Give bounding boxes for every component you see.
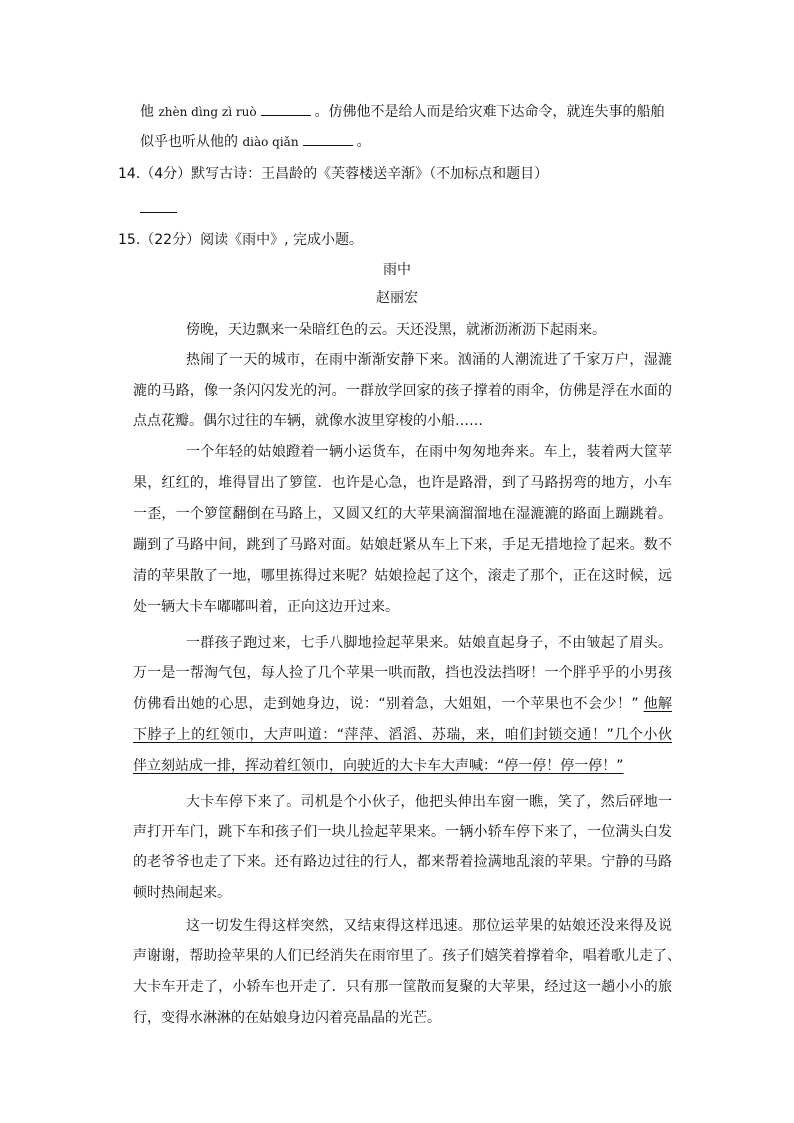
- paragraph-1: 傍晚，天边飘来一朵暗红色的云。天还没黑，就淅沥淅沥下起雨来。: [186, 322, 606, 338]
- paragraph-3-line: 一个年轻的姑娘蹬着一辆小运货车，在雨中匆匆地奔来。车上，装着两大筐苹: [186, 444, 672, 460]
- q13-line-2: [140, 133, 371, 151]
- paragraph-5-line: 顿时热闹起来。: [133, 885, 231, 901]
- paragraph-6-line: 大卡车开走了，小轿车也开走了．只有那一筐散而复聚的大苹果，经过这一趟小小的旅: [133, 979, 672, 995]
- text: 似乎也听从他的: [140, 134, 243, 150]
- paragraph-2-line: 热闹了一天的城市，在雨中渐渐安静下来。汹涌的人潮流进了千家万户，湿漉: [186, 352, 672, 368]
- paragraph-5-line: 的老爷爷也走了下来。还有路边过往的行人，都来帮着捡满地乱滚的苹果。宁静的马路: [133, 854, 672, 870]
- paragraph-2-line: 点点花瓣。偶尔过往的车辆，就像水波里穿梭的小船……: [133, 413, 483, 429]
- paragraph-4-underlined-line: 下脖子上的红领巾，大声叫道：“萍萍、滔滔、苏瑞，来，咱们封锁交通！”几个小伙: [133, 727, 672, 743]
- underlined-text: 他解: [643, 696, 672, 712]
- paragraph-4-line: 一群孩子跑过来，七手八脚地捡起苹果来。姑娘直起身子，不由皱起了眉头。: [186, 635, 672, 651]
- paragraph-5-line: 声打开车门，跳下车和孩子们一块儿捡起苹果来。一辆小轿车停下来了，一位满头白发: [133, 824, 672, 840]
- paragraph-6-line: 这一切发生得这样突然，又结束得这样迅速。那位运苹果的姑娘还没来得及说: [186, 918, 672, 934]
- text: 仿佛看出她的心思，走到她身边，说：“别着急，大姐姐，一个苹果也不会少！”: [133, 696, 639, 712]
- paragraph-3-line: 处一辆大卡车嘟嘟叫着，正向这边开过来。: [133, 599, 399, 615]
- text: 他: [140, 104, 159, 120]
- pinyin: diào qiǎn: [242, 135, 299, 149]
- answer-blank[interactable]: [303, 133, 353, 146]
- text: 。仿佛他不是给人而是给灾难下达命令，就连失事的船舶: [314, 104, 665, 120]
- paragraph-3-line: 清的苹果散了一地，哪里拣得过来呢？姑娘捡起了这个，滚走了那个，正在这时候，远: [133, 568, 672, 584]
- paragraph-4-line: 万一是一帮淘气包，每人捡了几个苹果一哄而散，挡也没法挡呀！一个胖乎乎的小男孩: [133, 665, 672, 681]
- paragraph-3-line: 蹦到了马路中间，跳到了马路对面。姑娘赶紧从车上下来，手足无措地捡了起来。数不: [133, 537, 672, 553]
- text: 。: [356, 134, 371, 150]
- paragraph-6-line: 行，变得水淋淋的在姑娘身边闪着亮晶晶的光芒。: [133, 1010, 441, 1026]
- question-14: 14.（4分）默写古诗：王昌龄的《芙蓉楼送辛渐》（不加标点和题目）: [118, 166, 549, 182]
- paragraph-3-line: 一歪，一个箩筐翻倒在马路上，又圆又红的大苹果滴溜溜地在湿漉漉的路面上蹦跳着。: [133, 506, 672, 522]
- answer-blank[interactable]: [140, 212, 177, 213]
- question-15: 15.（22分）阅读《雨中》, 完成小题。: [118, 232, 363, 248]
- paragraph-4-line: [133, 695, 672, 713]
- paragraph-6-line: 声谢谢，帮助捡苹果的人们已经消失在雨帘里了。孩子们嬉笑着撑着伞，唱着歌儿走了、: [133, 948, 681, 964]
- pinyin: zhèn dìng zì ruò: [158, 105, 257, 119]
- answer-blank[interactable]: [261, 103, 311, 116]
- paragraph-4-underlined-line: 伴立刻站成一排，挥动着红领巾，向驶近的大卡车大声喊：“停一停！停一停！”: [133, 758, 624, 774]
- article-title: 雨中: [383, 262, 411, 278]
- paragraph-3-line: 果，红红的，堆得冒出了箩筐．也许是心急，也许是路滑，到了马路拐弯的地方，小车: [133, 475, 672, 491]
- article-author: 赵丽宏: [376, 290, 418, 306]
- q13-line-1: [140, 103, 665, 121]
- paragraph-5-line: 大卡车停下来了。司机是个小伙子，他把头伸出车窗一瞧，笑了，然后砰地一: [186, 794, 672, 810]
- paragraph-2-line: 漉的马路，像一条闪闪发光的河。一群放学回家的孩子撑着的雨伞，仿佛是浮在水面的: [133, 383, 672, 399]
